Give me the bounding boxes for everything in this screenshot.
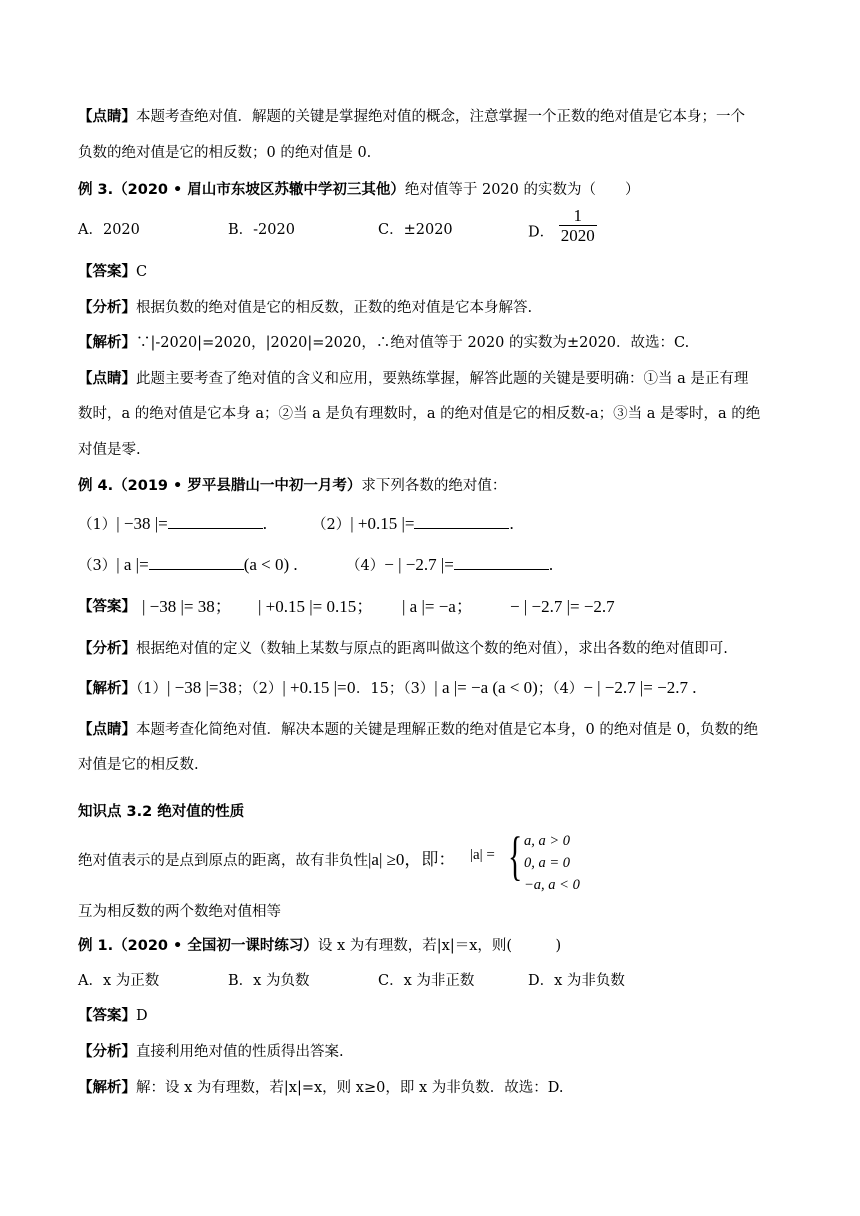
example-1-answer [78, 1006, 148, 1026]
option-c: C．x 为非正数 [378, 973, 475, 989]
item-1-number: （1） [78, 517, 117, 533]
case-zero: 0, a = 0 [524, 855, 571, 871]
solution-math: | a |= −a (a < 0) [434, 678, 538, 697]
solution-tag: 【解析】 [78, 1080, 136, 1096]
example-4-answer [78, 597, 778, 621]
solution-math: | −38 |= [166, 678, 219, 697]
solution-text: ∵|-2020|=2020，|2020|=2020，∴绝对值等于 2020 的实数为±2020．故选：C. [136, 335, 690, 351]
example-3-comment-line3: 对值是零. [78, 442, 141, 458]
comment-text: 此题主要考查了绝对值的含义和应用，要熟练掌握，解答此题的关键是要明确：①当 a 是正有理 [136, 371, 749, 387]
example-4-text: 求下列各数的绝对值： [361, 478, 507, 494]
solution-part: （1） [136, 681, 167, 697]
item-4-tail: . [548, 555, 554, 574]
example-3-solution [78, 333, 689, 353]
solution-math: − | −2.7 |= −2.7 . [583, 678, 697, 697]
analysis-text: 直接利用绝对值的性质得出答案. [136, 1044, 344, 1060]
item-3-expression: | a |= [116, 555, 149, 574]
item-4-blank [454, 553, 549, 570]
item-1-blank [168, 512, 263, 529]
fraction-denominator: 2020 [560, 226, 595, 245]
fraction-numerator: 1 [573, 206, 582, 225]
comment-text: 本题考查化简绝对值．解决本题的关键是理解正数的绝对值是它本身，0 的绝对值是 0，负数的绝 [136, 722, 759, 738]
item-3 [78, 553, 298, 576]
answer-4: − | −2.7 |= −2.7 [510, 597, 615, 616]
case-positive: a, a > 0 [524, 833, 571, 849]
example-4-items-row2 [78, 553, 778, 577]
analysis-text: 根据绝对值的定义（数轴上某数与原点的距离叫做这个数的绝对值），求出各数的绝对值即可. [136, 641, 728, 657]
piecewise-lhs: |a| = [470, 847, 495, 863]
item-4 [346, 553, 553, 576]
example-1-question [78, 936, 561, 956]
item-4-expression: − | −2.7 |= [384, 555, 454, 574]
option-d-label: D． [528, 224, 555, 241]
option-b: B．x 为负数 [228, 973, 310, 989]
answer-tag: 【答案】 [78, 599, 136, 615]
knowledge-point-title: 知识点 3.2 绝对值的性质 [78, 804, 245, 820]
item-1-expression: | −38 |= [116, 514, 168, 533]
piecewise-cases [524, 830, 580, 896]
solution-math: | +0.15 |= [282, 678, 347, 697]
option-d [528, 206, 597, 245]
solution-part: ；（4） [537, 681, 584, 697]
example-1-analysis [78, 1042, 344, 1062]
example-4-items-row1 [78, 512, 778, 536]
example-1-options [78, 971, 778, 993]
answer-3: | a |= −a； [402, 597, 473, 616]
knowledge-point-sentence: 绝对值表示的是点到原点的距离，故有非负性 [78, 853, 368, 869]
item-3-tail: (a < 0) . [243, 555, 298, 574]
solution-tag: 【解析】 [78, 681, 136, 697]
comment-tag: 【点睛】 [78, 371, 136, 387]
knowledge-point-line2: 互为相反数的两个数绝对值相等 [78, 904, 281, 920]
comment-tag: 【点睛】 [78, 109, 136, 125]
example-4-analysis [78, 639, 728, 659]
answer-1: | −38 |= 38； [142, 597, 232, 616]
item-2-blank [414, 512, 509, 529]
knowledge-point-abs: |a| ≥0，即： [368, 850, 456, 869]
option-d: D．x 为非负数 [528, 973, 625, 989]
option-c: C．±2020 [378, 222, 453, 238]
solution-tag: 【解析】 [78, 335, 136, 351]
answer-text: D [136, 1008, 148, 1024]
example-3-comment [78, 369, 748, 389]
option-b: B．-2020 [228, 222, 295, 238]
answer-2: | +0.15 |= 0.15； [258, 597, 374, 616]
item-1-tail: . [262, 514, 267, 533]
comment-paragraph-1 [78, 107, 745, 127]
example-1-heading: 例 1.（2020 • 全国初一课时练习） [78, 938, 318, 954]
item-1 [78, 512, 267, 535]
analysis-tag: 【分析】 [78, 1044, 136, 1060]
piecewise-brace: { [508, 826, 523, 886]
solution-part: 0．15；（3） [346, 681, 435, 697]
example-3-question [78, 180, 640, 200]
analysis-text: 根据负数的绝对值是它的相反数，正数的绝对值是它本身解答. [136, 300, 533, 316]
item-2-number: （2） [312, 517, 351, 533]
answer-text: C [136, 264, 148, 280]
item-2-expression: | +0.15 |= [350, 514, 415, 533]
example-3-analysis [78, 298, 532, 318]
comment-tag: 【点睛】 [78, 722, 136, 738]
example-4-question [78, 476, 506, 496]
item-2-tail: . [509, 514, 514, 533]
example-1-text: 设 x 为有理数，若|x|＝x，则( ) [317, 938, 562, 954]
example-1-solution [78, 1078, 563, 1098]
item-3-blank [149, 553, 244, 570]
example-3-text: 绝对值等于 2020 的实数为（ ） [404, 182, 640, 198]
example-4-solution [78, 678, 696, 699]
solution-text: 解：设 x 为有理数，若|x|=x，则 x≥0，即 x 为非负数．故选：D. [136, 1080, 564, 1096]
analysis-tag: 【分析】 [78, 300, 136, 316]
option-a: A．2020 [78, 222, 140, 238]
knowledge-point-text [78, 850, 778, 880]
example-3-options [78, 206, 778, 250]
example-3-comment-line2: 数时，a 的绝对值是它本身 a；②当 a 是负有理数时，a 的绝对值是它的相反数-a；③当 a 是零时，a 的绝 [78, 406, 761, 422]
example-4-heading: 例 4.（2019 • 罗平县腊山一中初一月考） [78, 478, 362, 494]
solution-part: 38；（2） [218, 681, 283, 697]
comment-paragraph-1-line2: 负数的绝对值是它的相反数；0 的绝对值是 0. [78, 145, 372, 161]
option-d-fraction [559, 206, 597, 245]
item-2 [312, 512, 514, 535]
example-4-comment-line2: 对值是它的相反数. [78, 757, 199, 773]
example-4-comment [78, 720, 758, 740]
example-3-answer [78, 262, 147, 282]
case-negative: −a, a < 0 [524, 877, 580, 893]
answer-tag: 【答案】 [78, 264, 136, 280]
option-a: A．x 为正数 [78, 973, 160, 989]
analysis-tag: 【分析】 [78, 641, 136, 657]
comment-text: 本题考查绝对值．解题的关键是掌握绝对值的概念，注意掌握一个正数的绝对值是它本身；一个 [136, 109, 745, 125]
item-3-number: （3） [78, 558, 117, 574]
answer-tag: 【答案】 [78, 1008, 136, 1024]
item-4-number: （4） [346, 558, 385, 574]
example-3-heading: 例 3.（2020 • 眉山市东坡区苏辙中学初三其他） [78, 182, 405, 198]
